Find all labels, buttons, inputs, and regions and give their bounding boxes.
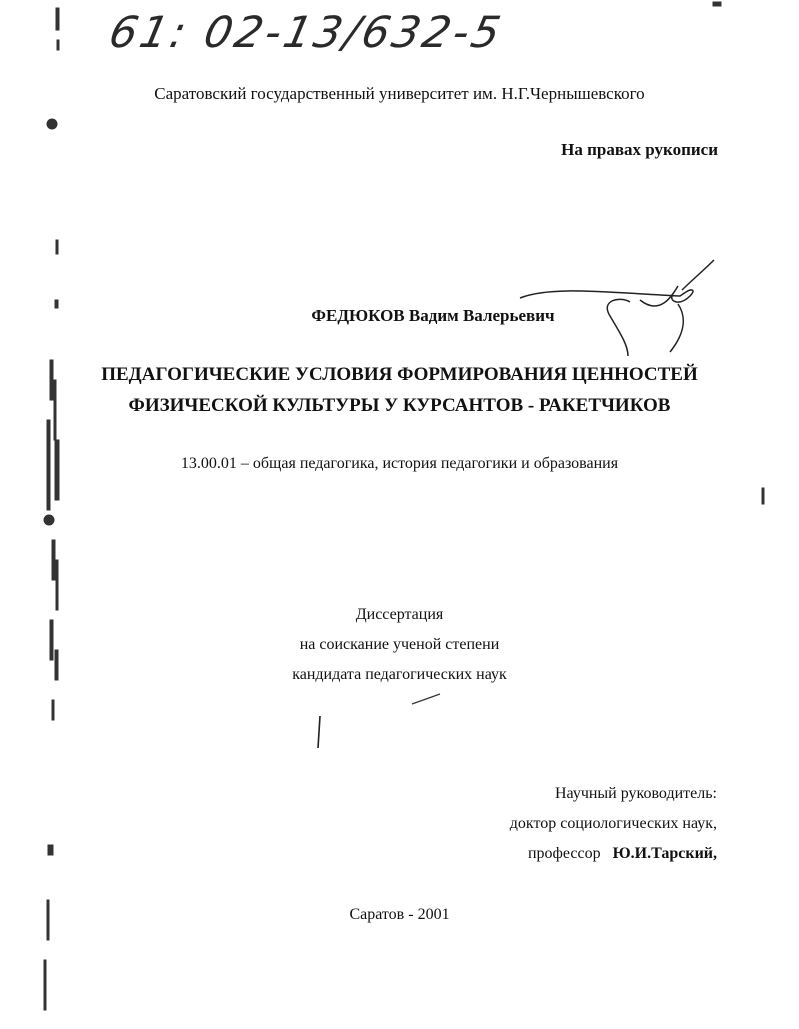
dissertation-label: Диссертация (355, 606, 444, 623)
author-signature (510, 256, 730, 366)
archive-code-handwritten: 61: 02-13/632-5 (104, 8, 508, 58)
supervisor-title: профессор (527, 845, 601, 862)
author-name: ФЕДЮКОВ Вадим Валерьевич (311, 306, 555, 325)
supervisor-line (528, 845, 717, 863)
degree-purpose: на соискание ученой степени (299, 636, 500, 653)
university-name: Саратовский государственный университет им. Н.Г.Чернышевского (154, 84, 645, 103)
dissertation-title-line-1: ПЕДАГОГИЧЕСКИЕ УСЛОВИЯ ФОРМИРОВАНИЯ ЦЕННОСТЕЙ (101, 364, 698, 385)
specialty-code: 13.00.01 – общая педагогика, история педагогики и образования (180, 455, 619, 472)
supervisor-label: Научный руководитель: (554, 785, 717, 802)
degree-field: кандидата педагогических наук (292, 666, 507, 683)
rights-notice: На правах рукописи (561, 140, 718, 159)
supervisor-degree: доктор социологических наук, (509, 815, 717, 832)
supervisor-name: Ю.И.Тарский, (612, 845, 717, 862)
stray-pen-marks (300, 690, 450, 760)
dissertation-title-line-2: ФИЗИЧЕСКОЙ КУЛЬТУРЫ У КУРСАНТОВ - РАКЕТЧИКОВ (128, 395, 671, 416)
city-year: Саратов - 2001 (349, 906, 450, 923)
